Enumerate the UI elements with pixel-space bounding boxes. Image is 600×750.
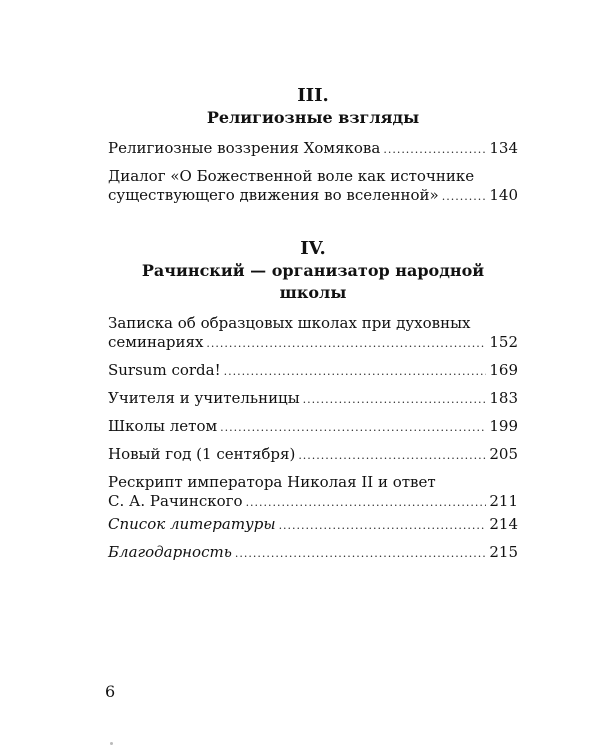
dot-leader — [303, 390, 487, 409]
toc-entry — [108, 473, 518, 512]
toc-entry — [108, 417, 518, 437]
toc-entry-page: 152 — [489, 333, 518, 351]
toc-entry-title-line2: семинариях — [108, 333, 204, 351]
section-iv — [108, 238, 518, 520]
toc-entry-title: Список литературы — [108, 515, 276, 533]
dot-leader — [279, 516, 487, 535]
toc-entry-title-line1: Рескрипт императора Николая II и ответ — [108, 473, 436, 491]
section-numeral: IV. — [300, 238, 326, 259]
toc-entry-title: Новый год (1 сентября) — [108, 445, 296, 463]
toc-entry-title-line1: Диалог «О Божественной воле как источнике — [108, 167, 475, 185]
toc-entry-title: Благодарность — [108, 543, 232, 561]
toc-entry — [108, 389, 518, 409]
toc-entry — [108, 543, 518, 563]
toc-entry-page: 199 — [489, 417, 518, 435]
toc-entry — [108, 167, 518, 206]
toc-entry — [108, 314, 518, 353]
page-number: 6 — [105, 682, 116, 701]
dot-leader — [442, 187, 487, 206]
toc-entry-title-line2: С. А. Рачинского — [108, 492, 243, 510]
toc-entry-title: Учителя и учительницы — [108, 389, 300, 407]
toc-entry-page: 134 — [489, 139, 518, 157]
section-title: Рачинский — организатор народной школы — [141, 261, 485, 302]
toc-entry-page: 214 — [489, 515, 518, 533]
toc-entry — [108, 139, 518, 159]
dot-leader — [220, 418, 486, 437]
dot-leader — [235, 544, 486, 563]
toc-entry-page: 169 — [489, 361, 518, 379]
toc-entry-title-line2: существующего движения во вселенной» — [108, 186, 439, 204]
toc-entry-title: Sursum corda! — [108, 361, 221, 379]
toc-entry-page: 215 — [489, 543, 518, 561]
section-title: Религиозные взгляды — [206, 108, 420, 127]
section-iii — [108, 85, 518, 214]
dot-leader — [206, 334, 486, 353]
toc-entry — [108, 361, 518, 381]
dot-leader — [383, 140, 486, 159]
toc-entry-page: 140 — [489, 186, 518, 204]
toc-entry-title-line1: Записка об образцовых школах при духовных — [108, 314, 471, 332]
dot-leader — [246, 493, 487, 512]
toc-entry-title: Школы летом — [108, 417, 218, 435]
toc-entry-page: 183 — [489, 389, 518, 407]
back-matter — [108, 515, 518, 571]
toc-entry-title: Религиозные воззрения Хомякова — [108, 139, 381, 157]
scan-speck — [110, 742, 113, 745]
toc-entry-page: 205 — [489, 445, 518, 463]
toc-entry — [108, 515, 518, 535]
dot-leader — [224, 362, 487, 381]
dot-leader — [298, 446, 486, 465]
section-numeral: III. — [297, 85, 329, 106]
toc-entry — [108, 445, 518, 465]
toc-entry-page: 211 — [489, 492, 518, 510]
